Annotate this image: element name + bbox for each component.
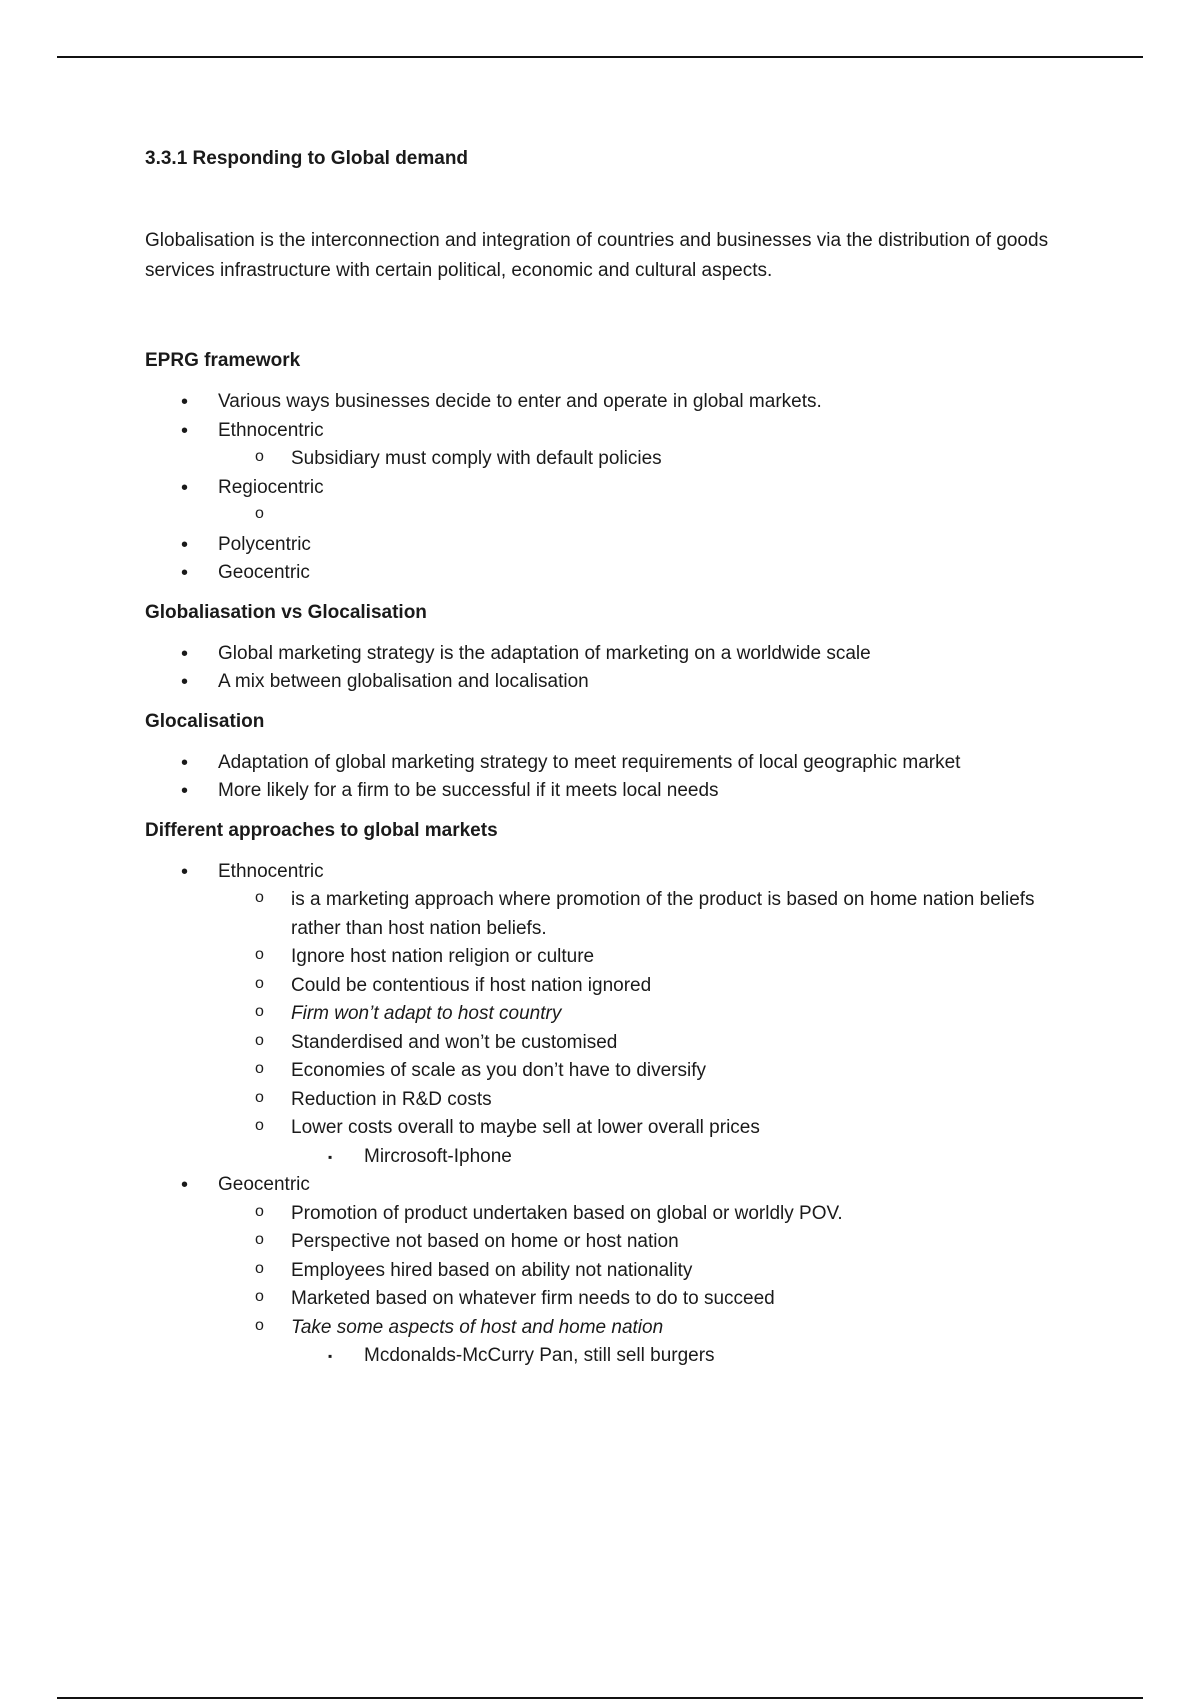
sub-list-item (218, 1257, 1085, 1286)
sub-list-item (218, 972, 1085, 1001)
glocalisation-list (145, 749, 1085, 806)
list-item-text: Ethnocentric (218, 860, 324, 882)
list-item (145, 777, 1085, 806)
sub-list-item (218, 1086, 1085, 1115)
list-item-text: Standerdised and won’t be customised (291, 1031, 618, 1053)
list-item-text: Ethnocentric (218, 419, 324, 441)
sub-list (218, 502, 1085, 531)
sub-list-item (218, 1314, 1085, 1371)
list-item-text: Regiocentric (218, 476, 324, 498)
list-item-text: Marketed based on whatever firm needs to do to succeed (291, 1288, 775, 1309)
list-item-text: Mircrosoft-Iphone (364, 1145, 512, 1167)
sub-sub-list-item (291, 1342, 1085, 1371)
list-item (145, 417, 1085, 474)
list-item-text: Geocentric (218, 562, 310, 583)
list-item (145, 640, 1085, 669)
list-item-text: Various ways businesses decide to enter and operate in global markets. (218, 391, 822, 412)
list-item-text: Firm won’t adapt to host country (291, 1003, 562, 1024)
eprg-heading: EPRG framework (145, 350, 301, 371)
sub-list (218, 886, 1085, 1171)
list-item (145, 749, 1085, 778)
globvsgloc-heading: Globaliasation vs Glocalisation (145, 601, 427, 623)
list-item (145, 858, 1085, 1172)
list-item-text: Ignore host nation religion or culture (291, 946, 595, 967)
list-item-text: Promotion of product undertaken based on global or worldly POV. (291, 1202, 843, 1224)
approaches-list (145, 858, 1085, 1371)
list-item-text: Adaptation of global marketing strategy to meet requirements of local geographic market (218, 751, 961, 773)
list-item-text: A mix between globalisation and localisation (218, 671, 589, 692)
globvsgloc-list (145, 640, 1085, 697)
sub-list-item (218, 1114, 1085, 1171)
list-item-text: Perspective not based on home or host nation (291, 1231, 679, 1252)
sub-list-item (218, 1029, 1085, 1058)
document-title: 3.3.1 Responding to Global demand (145, 148, 469, 169)
approaches-heading: Different approaches to global markets (145, 819, 498, 841)
eprg-list (145, 388, 1085, 588)
list-item-text: More likely for a firm to be successful if it meets local needs (218, 780, 719, 801)
list-item (145, 474, 1085, 531)
sub-list (218, 445, 1085, 474)
intro-paragraph: Globalisation is the interconnection and integration of countries and businesses via the distribution of goods services infrastructure with certain political, economic and cultural aspects. (145, 230, 1049, 281)
list-item-text: Lower costs overall to maybe sell at lower overall prices (291, 1117, 760, 1138)
sub-list-item (218, 445, 1085, 474)
list-item (145, 531, 1085, 560)
sub-list-item (218, 886, 1085, 943)
list-item-text: Subsidiary must comply with default policies (291, 448, 662, 469)
list-item (145, 388, 1085, 417)
list-item-text: Global marketing strategy is the adaptation of marketing on a worldwide scale (218, 642, 871, 664)
list-item-text: Employees hired based on ability not nationality (291, 1259, 693, 1281)
list-item-text: Geocentric (218, 1174, 310, 1195)
footer-rule (57, 1697, 1143, 1699)
document-body (145, 146, 1085, 1371)
sub-sub-list (291, 1143, 1085, 1172)
list-item (145, 1171, 1085, 1371)
list-item (145, 668, 1085, 697)
sub-list-item (218, 1228, 1085, 1257)
glocalisation-heading: Glocalisation (145, 710, 265, 732)
list-item-text: Reduction in R&D costs (291, 1088, 492, 1110)
sub-list-item (218, 1057, 1085, 1086)
sub-list-item-empty (218, 502, 1085, 531)
sub-list-item (218, 1285, 1085, 1314)
list-item-text: Could be contentious if host nation ignored (291, 974, 652, 996)
sub-list (218, 1200, 1085, 1371)
sub-sub-list-item (291, 1143, 1085, 1172)
list-item-text: Economies of scale as you don’t have to diversify (291, 1060, 707, 1081)
sub-sub-list (291, 1342, 1085, 1371)
list-item-text: Take some aspects of host and home nation (291, 1316, 664, 1338)
list-item-text: is a marketing approach where promotion of the product is based on home nation beliefs rather than host nation beliefs. (291, 889, 1035, 939)
list-item-text: Polycentric (218, 533, 311, 555)
sub-list-item (218, 1000, 1085, 1029)
list-item (145, 559, 1085, 588)
sub-list-item (218, 943, 1085, 972)
sub-list-item (218, 1200, 1085, 1229)
list-item-text: Mcdonalds-McCurry Pan, still sell burgers (364, 1345, 715, 1366)
header-rule (57, 56, 1143, 58)
